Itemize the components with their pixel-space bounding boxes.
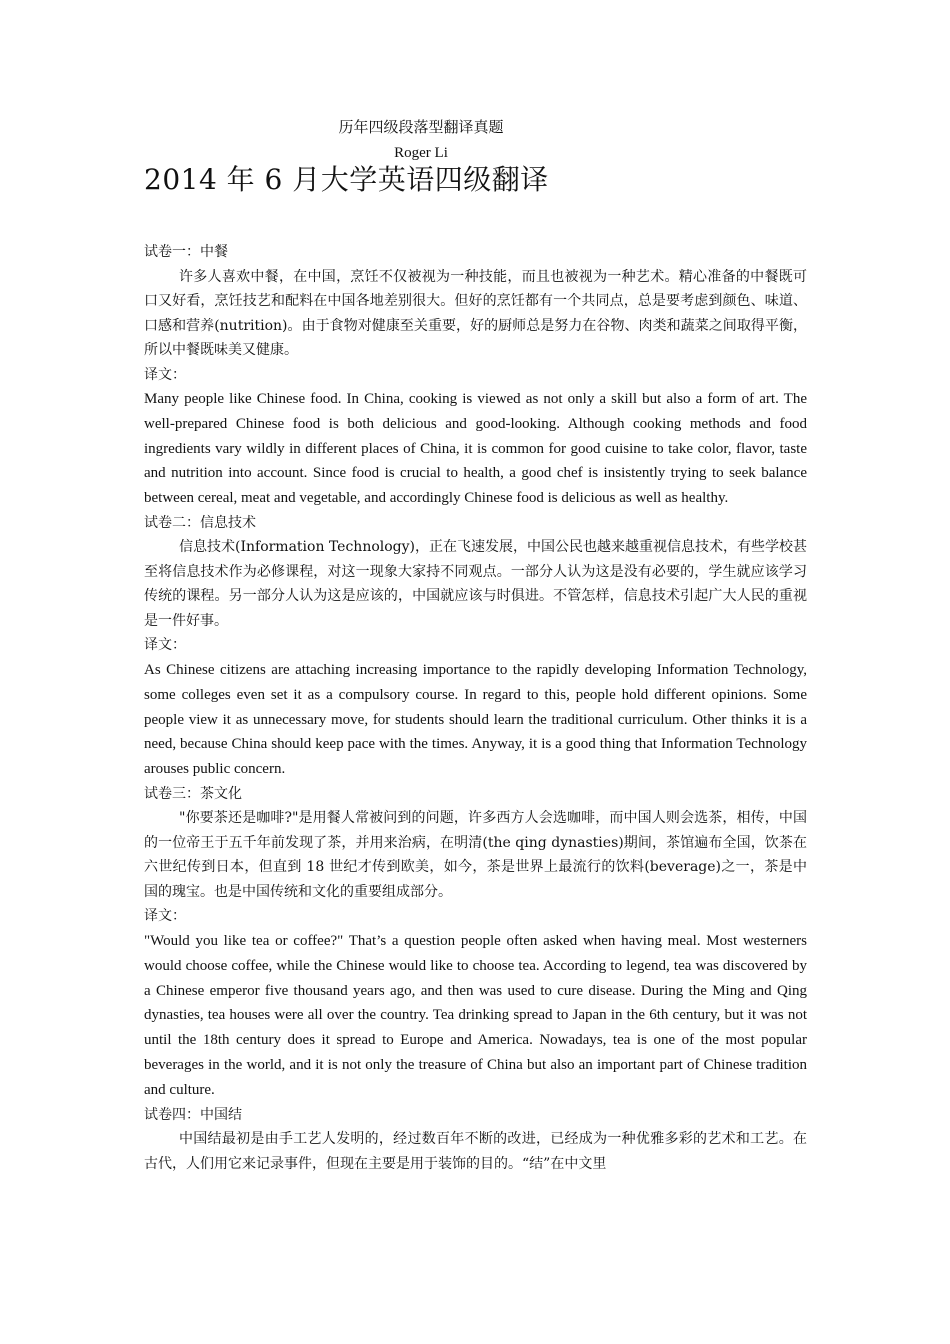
- chinese-paragraph: 中国结最初是由手工艺人发明的，经过数百年不断的改进，已经成为一种优雅多彩的艺术和工艺。在古代，人们用它来记录事件，但现在主要是用于装饰的目的。“结”在中文里: [144, 1131, 807, 1172]
- author-name: Roger Li: [394, 145, 448, 161]
- chinese-paragraph: "你要茶还是咖啡?"是用餐人常被问到的问题，许多西方人会选咖啡，而中国人则会选茶，相传，中国的一位帝王于五千年前发现了茶，并用来治病，在明清(the qing dynasties)期间，茶馆遍布全国，饮茶在六世纪传到日本，但直到 18 世纪才传到欧美，如今，茶是世界上最流行的饮料(beverage)之一，茶是中国的瑰宝。也是中国传统和文化的重要组成部分。: [144, 810, 807, 900]
- english-translation: "Would you like tea or coffee?" That’s a question people often asked when having meal. Most westerners would choose coffee, while the Chinese would like to choose tea. According to legend, tea was discovered by a Chinese emperor five thousand years ago, and then was used to cure disease. During the Ming and Qing dynasties, tea houses were all over the country. Tea drinking spread to Japan in the 6th century, but it was not until the 18th century does it spread to Europe and America. Nowadays, tea is one of the most popular beverages in the world, and it is not only the treasure of China but also an important part of Chinese tradition and culture.: [144, 932, 807, 1098]
- section-information-technology: [144, 511, 807, 782]
- translation-label: 译文：: [144, 637, 186, 654]
- chinese-paragraph: 信息技术(Information Technology)，正在飞速发展，中国公民也越来越重视信息技术，有些学校甚至将信息技术作为必修课程，对这一现象大家持不同观点。一部分人认为这是没有必要的，学生就应该学习传统的课程。另一部分人认为这是应该的，中国就应该与时俱进。不管怎样，信息技术引起广大人民的重视是一件好事。: [144, 539, 808, 629]
- english-translation: As Chinese citizens are attaching increasing importance to the rapidly developing Information Technology, some colleges even set it as a compulsory course. In regard to this, people hold different opinions. Some people view it as unnecessary move, for students should learn the traditional curriculum. Other thinks it is a need, because China should keep pace with the times. Anyway, it is a good thing that Information Technology arouses public concern.: [144, 661, 807, 778]
- section-chinese-knot: [144, 1103, 807, 1177]
- section-label: 试卷四：中国结: [144, 1106, 242, 1123]
- section-label: 试卷二：信息技术: [144, 514, 256, 531]
- translation-label: 译文：: [144, 366, 186, 383]
- section-chinese-food: [144, 240, 807, 511]
- main-heading: 2014 年 6 月大学英语四级翻译: [144, 163, 549, 196]
- section-label: 试卷一：中餐: [144, 244, 228, 260]
- chinese-paragraph: 许多人喜欢中餐，在中国，烹饪不仅被视为一种技能，而且也被视为一种艺术。精心准备的中餐既可口又好看，烹饪技艺和配料在中国各地差别很大。但好的烹饪都有一个共同点，总是要考虑到颜色、味道、口感和营养(nutrition)。由于食物对健康至关重要，好的厨师总是努力在谷物、肉类和蔬菜之间取得平衡，所以中餐既味美又健康。: [144, 268, 807, 358]
- document-body: [144, 240, 807, 1176]
- section-tea-culture: [144, 782, 807, 1103]
- document-title: 历年四级段落型翻译真题: [338, 118, 504, 136]
- section-label: 试卷三：茶文化: [144, 785, 242, 802]
- english-translation: Many people like Chinese food. In China, cooking is viewed as not only a skill but also a form of art. The well-prepared Chinese food is both delicious and good-looking. Although cooking methods and food ingredients vary wildly in different places of China, it is common for good cuisine to take color, flavor, taste and nutrition into account. Since food is crucial to health, a good chef is insistently trying to seek balance between cereal, meat and vegetable, and accordingly Chinese food is delicious as well as healthy.: [144, 391, 807, 507]
- translation-label: 译文：: [144, 908, 186, 925]
